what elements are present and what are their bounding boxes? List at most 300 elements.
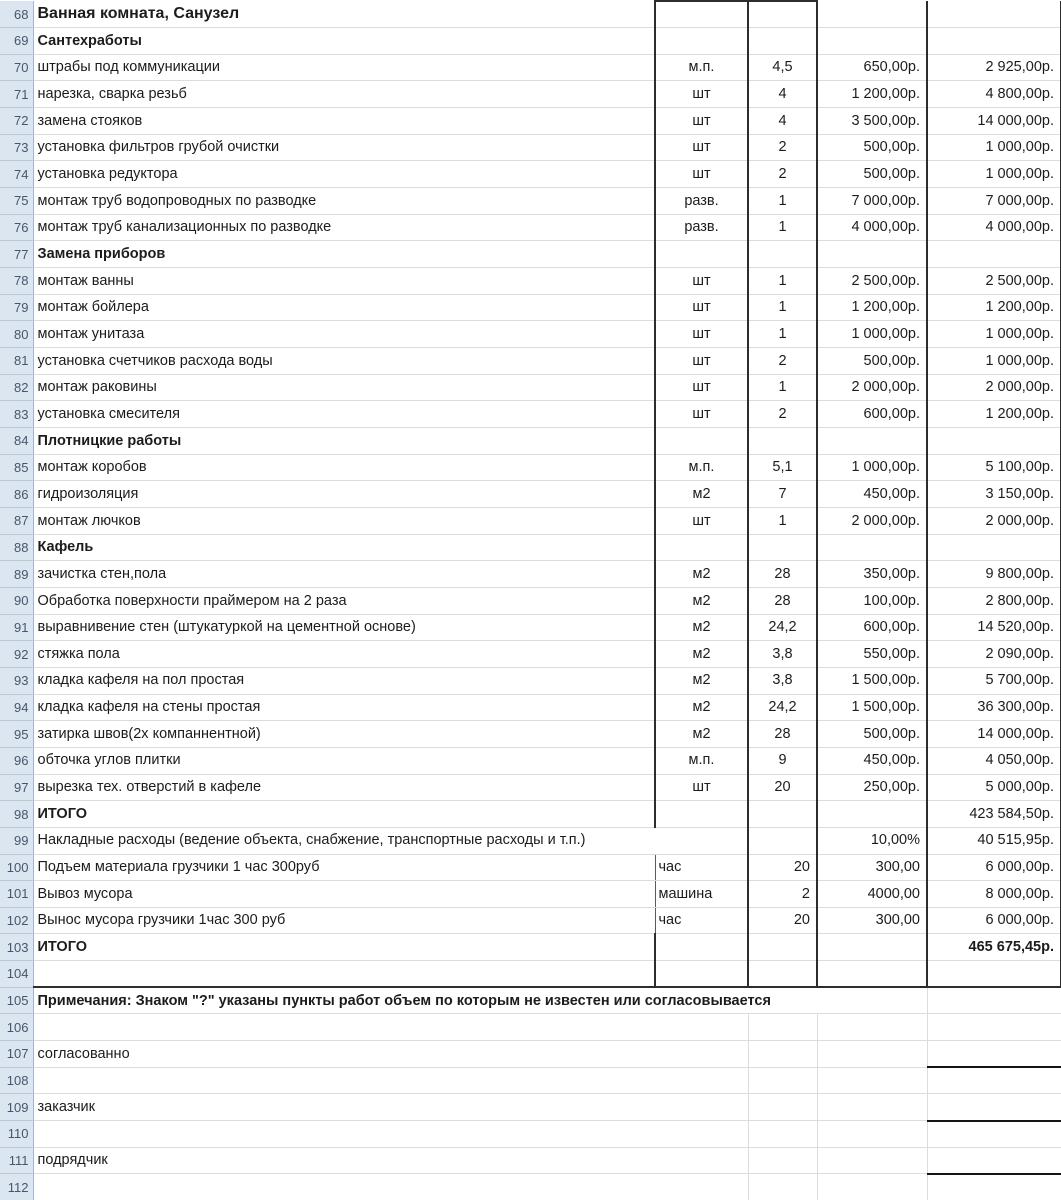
cell-qty-103[interactable] <box>748 934 817 961</box>
cell-desc-94[interactable]: кладка кафеля на стены простая <box>33 694 655 721</box>
cell-total-106[interactable] <box>927 1014 1061 1041</box>
sheet-row-74 <box>0 161 1061 188</box>
cell-unit-102[interactable]: час <box>655 907 748 934</box>
cell-unit-91[interactable]: м2 <box>655 614 748 641</box>
cell-desc-91[interactable]: выравнивение стен (штукатуркой на цементной основе) <box>33 614 655 641</box>
cell-desc-93[interactable]: кладка кафеля на пол простая <box>33 667 655 694</box>
cell-unit-101[interactable]: машина <box>655 881 748 908</box>
row-header-74[interactable]: 74 <box>0 161 33 188</box>
row-header-107[interactable]: 107 <box>0 1041 33 1068</box>
cell-total-95[interactable]: 14 000,00р. <box>927 721 1061 748</box>
cell-price-73[interactable]: 500,00р. <box>817 134 927 161</box>
cell-qty-95[interactable]: 28 <box>748 721 817 748</box>
cell-unit-88[interactable] <box>655 534 748 561</box>
cell-price-111[interactable] <box>817 1147 927 1174</box>
cell-unit-84[interactable] <box>655 428 748 455</box>
cell-desc-104[interactable] <box>33 961 655 988</box>
cell-price-72[interactable]: 3 500,00р. <box>817 108 927 135</box>
cell-unit-76[interactable]: разв. <box>655 214 748 241</box>
sheet-row-102 <box>0 907 1061 934</box>
row-header-111[interactable]: 111 <box>0 1147 33 1174</box>
cell-desc-110[interactable] <box>33 1121 748 1148</box>
cell-price-77[interactable] <box>817 241 927 268</box>
row-header-76[interactable]: 76 <box>0 214 33 241</box>
cell-price-99[interactable]: 10,00% <box>817 827 927 854</box>
cell-total-90[interactable]: 2 800,00р. <box>927 587 1061 614</box>
sheet-row-86 <box>0 481 1061 508</box>
cell-total-93[interactable]: 5 700,00р. <box>927 667 1061 694</box>
cell-price-102[interactable]: 300,00 <box>817 907 927 934</box>
cell-qty-98[interactable] <box>748 801 817 828</box>
sheet-row-99 <box>0 827 1061 854</box>
row-header-84[interactable]: 84 <box>0 428 33 455</box>
row-header-85[interactable]: 85 <box>0 454 33 481</box>
cell-price-97[interactable]: 250,00р. <box>817 774 927 801</box>
cell-price-100[interactable]: 300,00 <box>817 854 927 881</box>
cell-section-69[interactable]: Сантехработы <box>33 28 655 55</box>
cell-desc-96[interactable]: обточка углов плитки <box>33 747 655 774</box>
cell-total-92[interactable]: 2 090,00р. <box>927 641 1061 668</box>
cell-desc-74[interactable]: установка редуктора <box>33 161 655 188</box>
cell-unit-87[interactable]: шт <box>655 507 748 534</box>
cell-total-102[interactable]: 6 000,00р. <box>927 907 1061 934</box>
sheet-row-95 <box>0 721 1061 748</box>
cell-desc-73[interactable]: установка фильтров грубой очистки <box>33 134 655 161</box>
cell-price-108[interactable] <box>817 1067 927 1094</box>
sheet-row-106 <box>0 1014 1061 1041</box>
cell-desc-95[interactable]: затирка швов(2х компаннентной) <box>33 721 655 748</box>
cell-desc-90[interactable]: Обработка поверхности праймером на 2 раза <box>33 587 655 614</box>
cell-qty-77[interactable] <box>748 241 817 268</box>
cell-total-81[interactable]: 1 000,00р. <box>927 348 1061 375</box>
sheet-row-103 <box>0 934 1061 961</box>
sheet-row-93 <box>0 667 1061 694</box>
cell-unit-68[interactable] <box>655 1 748 28</box>
cell-price-87[interactable]: 2 000,00р. <box>817 507 927 534</box>
cell-desc-92[interactable]: стяжка пола <box>33 641 655 668</box>
cell-desc-103[interactable]: ИТОГО <box>33 934 655 961</box>
cell-total-79[interactable]: 1 200,00р. <box>927 294 1061 321</box>
row-header-99[interactable]: 99 <box>0 827 33 854</box>
cell-desc-97[interactable]: вырезка тех. отверстий в кафеле <box>33 774 655 801</box>
cell-qty-68[interactable] <box>748 1 817 28</box>
row-header-90[interactable]: 90 <box>0 587 33 614</box>
sheet-body <box>0 1 1061 1200</box>
row-header-88[interactable]: 88 <box>0 534 33 561</box>
row-header-95[interactable]: 95 <box>0 721 33 748</box>
cell-desc-87[interactable]: монтаж лючков <box>33 507 655 534</box>
cell-qty-81[interactable]: 2 <box>748 348 817 375</box>
cell-total-74[interactable]: 1 000,00р. <box>927 161 1061 188</box>
cell-qty-83[interactable]: 2 <box>748 401 817 428</box>
cell-price-112[interactable] <box>817 1174 927 1200</box>
cell-qty-94[interactable]: 24,2 <box>748 694 817 721</box>
cell-unit-95[interactable]: м2 <box>655 721 748 748</box>
sheet-row-105 <box>0 987 1061 1014</box>
sheet-row-78 <box>0 268 1061 295</box>
row-header-91[interactable]: 91 <box>0 614 33 641</box>
sheet-row-87 <box>0 507 1061 534</box>
cell-qty-73[interactable]: 2 <box>748 134 817 161</box>
row-header-96[interactable]: 96 <box>0 747 33 774</box>
cell-desc-100[interactable]: Подъем материала грузчики 1 час 300руб <box>33 854 655 881</box>
row-header-72[interactable]: 72 <box>0 108 33 135</box>
cell-total-72[interactable]: 14 000,00р. <box>927 108 1061 135</box>
sheet-row-104 <box>0 961 1061 988</box>
cell-price-86[interactable]: 450,00р. <box>817 481 927 508</box>
cell-price-76[interactable]: 4 000,00р. <box>817 214 927 241</box>
row-header-110[interactable]: 110 <box>0 1121 33 1148</box>
cell-total-94[interactable]: 36 300,00р. <box>927 694 1061 721</box>
cell-qty-89[interactable]: 28 <box>748 561 817 588</box>
cell-price-68[interactable] <box>817 1 927 28</box>
cell-total-85[interactable]: 5 100,00р. <box>927 454 1061 481</box>
row-header-77[interactable]: 77 <box>0 241 33 268</box>
cell-qty-85[interactable]: 5,1 <box>748 454 817 481</box>
cell-unit-104[interactable] <box>655 961 748 988</box>
cell-unit-96[interactable]: м.п. <box>655 747 748 774</box>
row-header-68[interactable]: 68 <box>0 1 33 28</box>
cell-total-78[interactable]: 2 500,00р. <box>927 268 1061 295</box>
sheet-row-101 <box>0 881 1061 908</box>
cell-desc-72[interactable]: замена стояков <box>33 108 655 135</box>
row-header-109[interactable]: 109 <box>0 1094 33 1121</box>
cell-price-101[interactable]: 4000,00 <box>817 881 927 908</box>
cell-unit-97[interactable]: шт <box>655 774 748 801</box>
cell-qty-78[interactable]: 1 <box>748 268 817 295</box>
cell-price-92[interactable]: 550,00р. <box>817 641 927 668</box>
cell-price-69[interactable] <box>817 28 927 55</box>
cell-section-77[interactable]: Замена приборов <box>33 241 655 268</box>
cell-price-81[interactable]: 500,00р. <box>817 348 927 375</box>
sheet-row-79 <box>0 294 1061 321</box>
cell-qty-82[interactable]: 1 <box>748 374 817 401</box>
sheet-row-94 <box>0 694 1061 721</box>
cell-unit-93[interactable]: м2 <box>655 667 748 694</box>
cell-price-71[interactable]: 1 200,00р. <box>817 81 927 108</box>
cell-price-93[interactable]: 1 500,00р. <box>817 667 927 694</box>
sheet-row-80 <box>0 321 1061 348</box>
cell-price-82[interactable]: 2 000,00р. <box>817 374 927 401</box>
cell-price-95[interactable]: 500,00р. <box>817 721 927 748</box>
cell-total-87[interactable]: 2 000,00р. <box>927 507 1061 534</box>
sheet-row-72 <box>0 108 1061 135</box>
cell-desc-99[interactable]: Накладные расходы (ведение объекта, снабжение, транспортные расходы и т.п.) <box>33 827 748 854</box>
row-header-101[interactable]: 101 <box>0 881 33 908</box>
sheet-row-76 <box>0 214 1061 241</box>
cell-unit-75[interactable]: разв. <box>655 188 748 215</box>
row-header-97[interactable]: 97 <box>0 774 33 801</box>
cell-note-105[interactable]: Примечания: Знаком "?" указаны пункты работ объем по которым не известен или согласовывается <box>33 987 927 1014</box>
cell-price-90[interactable]: 100,00р. <box>817 587 927 614</box>
cell-price-110[interactable] <box>817 1121 927 1148</box>
cell-unit-79[interactable]: шт <box>655 294 748 321</box>
cell-total-77[interactable] <box>927 241 1061 268</box>
sheet-row-84 <box>0 428 1061 455</box>
cell-unit-80[interactable]: шт <box>655 321 748 348</box>
cell-qty-104[interactable] <box>748 961 817 988</box>
cell-total-97[interactable]: 5 000,00р. <box>927 774 1061 801</box>
cell-desc-108[interactable] <box>33 1067 748 1094</box>
cell-unit-89[interactable]: м2 <box>655 561 748 588</box>
row-header-70[interactable]: 70 <box>0 54 33 81</box>
cell-signature-107[interactable] <box>927 1041 1061 1068</box>
cell-total-84[interactable] <box>927 428 1061 455</box>
cell-desc-89[interactable]: зачистка стен,пола <box>33 561 655 588</box>
cell-price-79[interactable]: 1 200,00р. <box>817 294 927 321</box>
cell-unit-70[interactable]: м.п. <box>655 54 748 81</box>
cell-unit-83[interactable]: шт <box>655 401 748 428</box>
row-header-106[interactable]: 106 <box>0 1014 33 1041</box>
cell-title-68[interactable]: Ванная комната, Санузел <box>33 1 655 28</box>
cell-qty-110[interactable] <box>748 1121 817 1148</box>
cell-price-83[interactable]: 600,00р. <box>817 401 927 428</box>
sheet-row-75 <box>0 188 1061 215</box>
cell-signature-111[interactable] <box>927 1147 1061 1174</box>
row-header-103[interactable]: 103 <box>0 934 33 961</box>
cell-total-105[interactable] <box>927 987 1061 1014</box>
cell-unit-94[interactable]: м2 <box>655 694 748 721</box>
cell-desc-75[interactable]: монтаж труб водопроводных по разводке <box>33 188 655 215</box>
cell-price-91[interactable]: 600,00р. <box>817 614 927 641</box>
sheet-row-88 <box>0 534 1061 561</box>
cell-price-109[interactable] <box>817 1094 927 1121</box>
sheet-row-89 <box>0 561 1061 588</box>
cell-price-103[interactable] <box>817 934 927 961</box>
row-header-93[interactable]: 93 <box>0 667 33 694</box>
cell-unit-69[interactable] <box>655 28 748 55</box>
cell-qty-111[interactable] <box>748 1147 817 1174</box>
cell-qty-74[interactable]: 2 <box>748 161 817 188</box>
cell-price-98[interactable] <box>817 801 927 828</box>
cell-qty-76[interactable]: 1 <box>748 214 817 241</box>
cell-qty-80[interactable]: 1 <box>748 321 817 348</box>
cell-signature-109[interactable] <box>927 1094 1061 1121</box>
cell-total-104[interactable] <box>927 961 1061 988</box>
cell-desc-101[interactable]: Вывоз мусора <box>33 881 655 908</box>
row-header-104[interactable]: 104 <box>0 961 33 988</box>
cell-total-82[interactable]: 2 000,00р. <box>927 374 1061 401</box>
cell-desc-106[interactable] <box>33 1014 748 1041</box>
cell-unit-77[interactable] <box>655 241 748 268</box>
sheet-row-81 <box>0 348 1061 375</box>
cell-total-112[interactable] <box>927 1174 1061 1200</box>
cell-qty-90[interactable]: 28 <box>748 587 817 614</box>
cell-total-91[interactable]: 14 520,00р. <box>927 614 1061 641</box>
cell-desc-71[interactable]: нарезка, сварка резьб <box>33 81 655 108</box>
row-header-105[interactable]: 105 <box>0 987 33 1014</box>
cell-price-75[interactable]: 7 000,00р. <box>817 188 927 215</box>
cell-qty-70[interactable]: 4,5 <box>748 54 817 81</box>
cell-qty-109[interactable] <box>748 1094 817 1121</box>
cell-total-86[interactable]: 3 150,00р. <box>927 481 1061 508</box>
cell-total-69[interactable] <box>927 28 1061 55</box>
cell-qty-97[interactable]: 20 <box>748 774 817 801</box>
sheet-row-91 <box>0 614 1061 641</box>
sheet-row-69 <box>0 28 1061 55</box>
cell-desc-70[interactable]: штрабы под коммуникации <box>33 54 655 81</box>
cell-qty-93[interactable]: 3,8 <box>748 667 817 694</box>
cell-desc-81[interactable]: установка счетчиков расхода воды <box>33 348 655 375</box>
cell-desc-85[interactable]: монтаж коробов <box>33 454 655 481</box>
cell-total-110[interactable] <box>927 1121 1061 1148</box>
cell-total-70[interactable]: 2 925,00р. <box>927 54 1061 81</box>
cell-qty-91[interactable]: 24,2 <box>748 614 817 641</box>
cell-desc-82[interactable]: монтаж раковины <box>33 374 655 401</box>
cell-price-94[interactable]: 1 500,00р. <box>817 694 927 721</box>
row-header-87[interactable]: 87 <box>0 507 33 534</box>
row-header-98[interactable]: 98 <box>0 801 33 828</box>
cell-section-88[interactable]: Кафель <box>33 534 655 561</box>
cell-total-71[interactable]: 4 800,00р. <box>927 81 1061 108</box>
cell-unit-103[interactable] <box>655 934 748 961</box>
row-header-78[interactable]: 78 <box>0 268 33 295</box>
cell-unit-81[interactable]: шт <box>655 348 748 375</box>
cell-unit-72[interactable]: шт <box>655 108 748 135</box>
cell-total-89[interactable]: 9 800,00р. <box>927 561 1061 588</box>
cell-total-88[interactable] <box>927 534 1061 561</box>
cell-unit-92[interactable]: м2 <box>655 641 748 668</box>
sheet-row-107 <box>0 1041 1061 1068</box>
sheet-row-96 <box>0 747 1061 774</box>
sheet-row-92 <box>0 641 1061 668</box>
sheet-row-70 <box>0 54 1061 81</box>
cell-qty-112[interactable] <box>748 1174 817 1200</box>
row-header-100[interactable]: 100 <box>0 854 33 881</box>
cell-total-103[interactable]: 465 675,45р. <box>927 934 1061 961</box>
row-header-80[interactable]: 80 <box>0 321 33 348</box>
cell-desc-83[interactable]: установка смесителя <box>33 401 655 428</box>
cell-unit-85[interactable]: м.п. <box>655 454 748 481</box>
cell-total-75[interactable]: 7 000,00р. <box>927 188 1061 215</box>
cell-qty-107[interactable] <box>748 1041 817 1068</box>
cell-total-99[interactable]: 40 515,95р. <box>927 827 1061 854</box>
cell-price-89[interactable]: 350,00р. <box>817 561 927 588</box>
cell-desc-86[interactable]: гидроизоляция <box>33 481 655 508</box>
cell-desc-102[interactable]: Вынос мусора грузчики 1час 300 руб <box>33 907 655 934</box>
row-header-102[interactable]: 102 <box>0 907 33 934</box>
cell-total-98[interactable]: 423 584,50р. <box>927 801 1061 828</box>
cell-total-80[interactable]: 1 000,00р. <box>927 321 1061 348</box>
row-header-73[interactable]: 73 <box>0 134 33 161</box>
row-header-94[interactable]: 94 <box>0 694 33 721</box>
cell-unit-73[interactable]: шт <box>655 134 748 161</box>
cell-unit-86[interactable]: м2 <box>655 481 748 508</box>
cell-price-96[interactable]: 450,00р. <box>817 747 927 774</box>
cell-price-70[interactable]: 650,00р. <box>817 54 927 81</box>
cell-price-78[interactable]: 2 500,00р. <box>817 268 927 295</box>
cell-qty-102[interactable]: 20 <box>748 907 817 934</box>
cell-unit-82[interactable]: шт <box>655 374 748 401</box>
cell-desc-112[interactable] <box>33 1174 748 1200</box>
cell-qty-86[interactable]: 7 <box>748 481 817 508</box>
cell-unit-100[interactable]: час <box>655 854 748 881</box>
cell-total-68[interactable] <box>927 1 1061 28</box>
cell-qty-106[interactable] <box>748 1014 817 1041</box>
cell-qty-92[interactable]: 3,8 <box>748 641 817 668</box>
cell-total-83[interactable]: 1 200,00р. <box>927 401 1061 428</box>
cell-desc-76[interactable]: монтаж труб канализационных по разводке <box>33 214 655 241</box>
cell-price-85[interactable]: 1 000,00р. <box>817 454 927 481</box>
cell-price-74[interactable]: 500,00р. <box>817 161 927 188</box>
cell-total-96[interactable]: 4 050,00р. <box>927 747 1061 774</box>
row-header-75[interactable]: 75 <box>0 188 33 215</box>
cell-price-88[interactable] <box>817 534 927 561</box>
cell-qty-72[interactable]: 4 <box>748 108 817 135</box>
cell-unit-98[interactable] <box>655 801 748 828</box>
sheet-row-111 <box>0 1147 1061 1174</box>
cell-price-80[interactable]: 1 000,00р. <box>817 321 927 348</box>
sheet-row-97 <box>0 774 1061 801</box>
row-header-89[interactable]: 89 <box>0 561 33 588</box>
row-header-82[interactable]: 82 <box>0 374 33 401</box>
sheet-row-73 <box>0 134 1061 161</box>
sheet-row-112 <box>0 1174 1061 1200</box>
row-header-83[interactable]: 83 <box>0 401 33 428</box>
cell-unit-90[interactable]: м2 <box>655 587 748 614</box>
cell-qty-75[interactable]: 1 <box>748 188 817 215</box>
sheet-row-108 <box>0 1067 1061 1094</box>
row-header-81[interactable]: 81 <box>0 348 33 375</box>
cell-price-106[interactable] <box>817 1014 927 1041</box>
sheet-row-98 <box>0 801 1061 828</box>
row-header-112[interactable]: 112 <box>0 1174 33 1200</box>
sheet-row-110 <box>0 1121 1061 1148</box>
row-header-71[interactable]: 71 <box>0 81 33 108</box>
cell-unit-71[interactable]: шт <box>655 81 748 108</box>
cell-desc-80[interactable]: монтаж унитаза <box>33 321 655 348</box>
cell-qty-101[interactable]: 2 <box>748 881 817 908</box>
cell-qty-99[interactable] <box>748 827 817 854</box>
cell-desc-111[interactable]: подрядчик <box>33 1147 748 1174</box>
cell-total-76[interactable]: 4 000,00р. <box>927 214 1061 241</box>
row-header-69[interactable]: 69 <box>0 28 33 55</box>
cell-unit-74[interactable]: шт <box>655 161 748 188</box>
cell-total-73[interactable]: 1 000,00р. <box>927 134 1061 161</box>
cell-qty-84[interactable] <box>748 428 817 455</box>
cell-total-100[interactable]: 6 000,00р. <box>927 854 1061 881</box>
cell-desc-107[interactable]: согласованно <box>33 1041 748 1068</box>
cell-qty-88[interactable] <box>748 534 817 561</box>
row-header-79[interactable]: 79 <box>0 294 33 321</box>
sheet-row-83 <box>0 401 1061 428</box>
row-header-92[interactable]: 92 <box>0 641 33 668</box>
sheet-row-90 <box>0 587 1061 614</box>
cell-desc-79[interactable]: монтаж бойлера <box>33 294 655 321</box>
cell-price-107[interactable] <box>817 1041 927 1068</box>
cell-total-108[interactable] <box>927 1067 1061 1094</box>
cell-price-84[interactable] <box>817 428 927 455</box>
cell-qty-87[interactable]: 1 <box>748 507 817 534</box>
sheet-row-109 <box>0 1094 1061 1121</box>
cell-qty-79[interactable]: 1 <box>748 294 817 321</box>
row-header-86[interactable]: 86 <box>0 481 33 508</box>
cell-qty-69[interactable] <box>748 28 817 55</box>
cell-qty-96[interactable]: 9 <box>748 747 817 774</box>
cell-total-101[interactable]: 8 000,00р. <box>927 881 1061 908</box>
cell-desc-78[interactable]: монтаж ванны <box>33 268 655 295</box>
cell-desc-98[interactable]: ИТОГО <box>33 801 655 828</box>
sheet-row-71 <box>0 81 1061 108</box>
cell-qty-108[interactable] <box>748 1067 817 1094</box>
cell-unit-78[interactable]: шт <box>655 268 748 295</box>
cell-qty-71[interactable]: 4 <box>748 81 817 108</box>
row-header-108[interactable]: 108 <box>0 1067 33 1094</box>
cell-desc-109[interactable]: заказчик <box>33 1094 748 1121</box>
cell-section-84[interactable]: Плотницкие работы <box>33 428 655 455</box>
cell-price-104[interactable] <box>817 961 927 988</box>
cell-qty-100[interactable]: 20 <box>748 854 817 881</box>
